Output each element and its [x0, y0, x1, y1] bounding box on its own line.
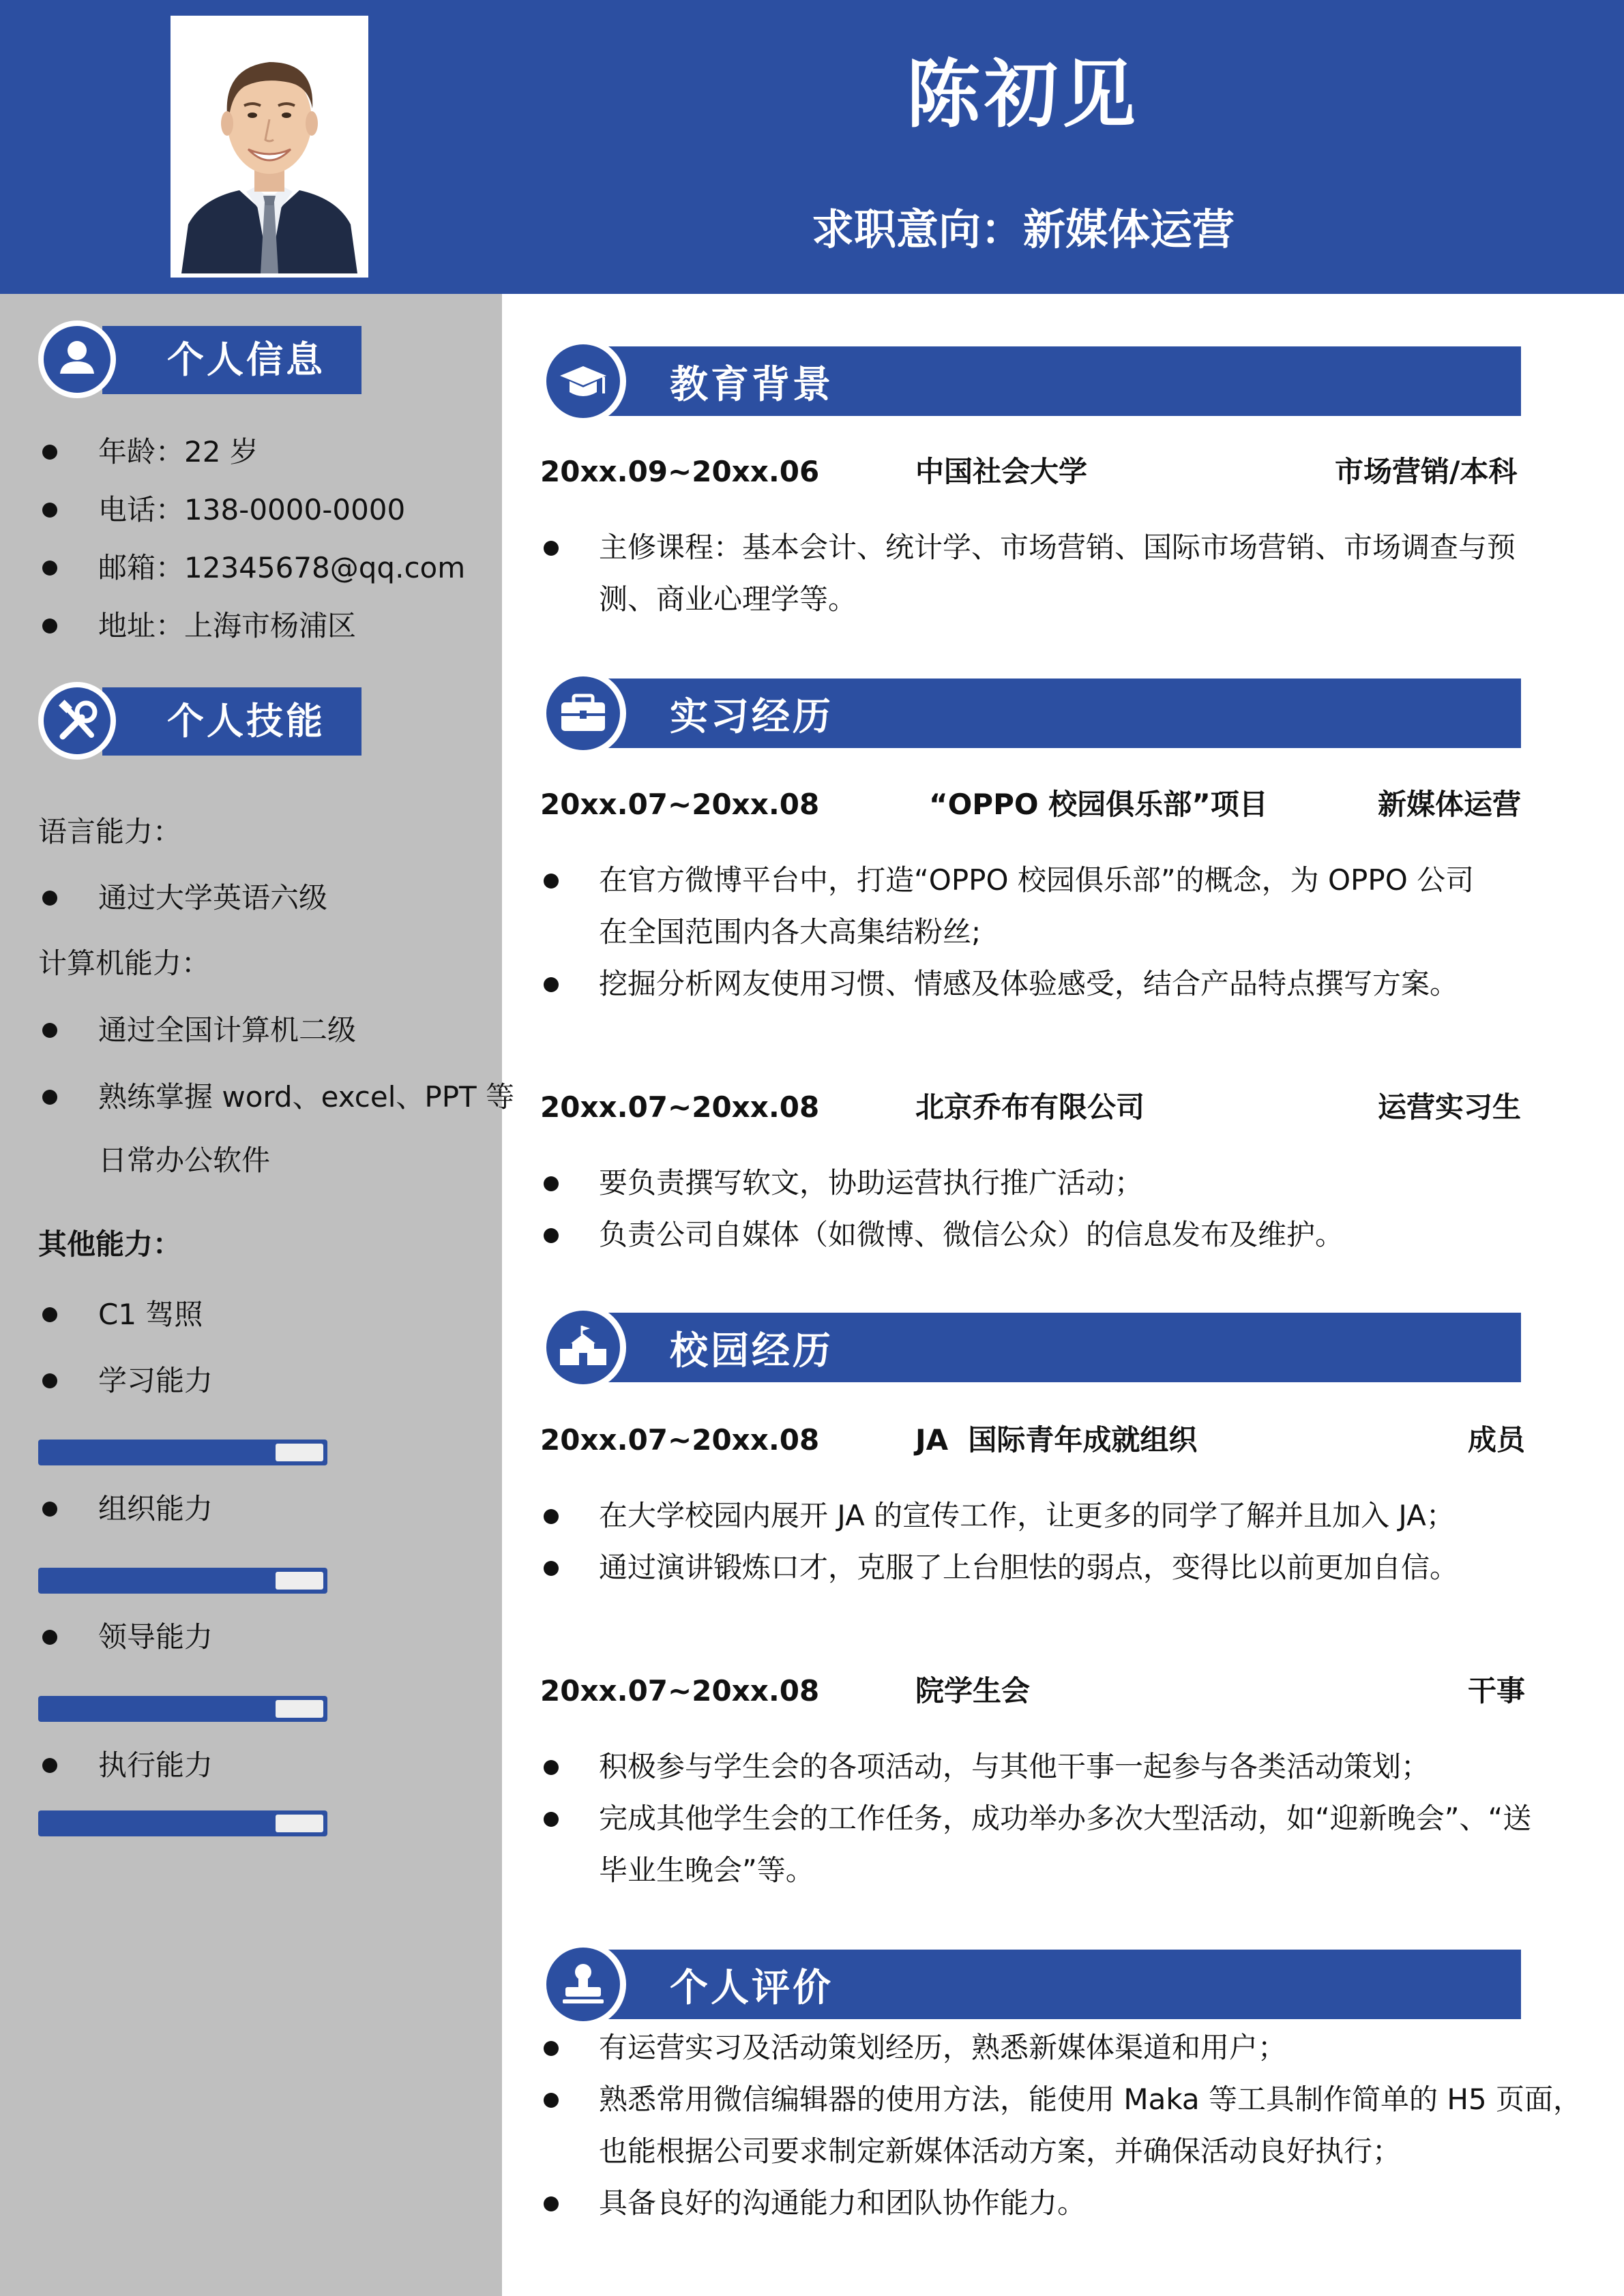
bullet-dot: [42, 1373, 57, 1388]
internship-date: 20xx.07~20xx.08: [540, 1090, 820, 1124]
bullet-dot: [544, 1561, 559, 1576]
ability-bar-remainder: [276, 1815, 323, 1832]
ability-bar: [38, 1696, 327, 1722]
campus-role: 成员: [1468, 1423, 1526, 1457]
evaluation-line: 具备良好的沟通能力和团队协作能力。: [599, 2186, 1087, 2220]
stamp-icon: [540, 1941, 626, 2027]
candidate-name: 陈初见: [906, 53, 1140, 138]
campus-line: 积极参与学生会的各项活动，与其他干事一起参与各类活动策划；: [599, 1750, 1430, 1783]
bullet-dot: [544, 2093, 559, 2108]
ability-label: 组织能力: [98, 1492, 213, 1525]
bullet-dot: [544, 2196, 559, 2211]
job-objective: 求职意向：新媒体运营: [811, 205, 1235, 254]
info-phone: 电话：138-0000-0000: [98, 493, 406, 526]
education-courses-continued: 测、商业心理学等。: [599, 582, 857, 616]
ability-bar-remainder: [276, 1444, 323, 1461]
internship-line: 要负责撰写软文，协助运营执行推广活动；: [599, 1166, 1144, 1199]
education-title: 教育背景: [670, 363, 833, 407]
internship-org: 北京乔布有限公司: [915, 1090, 1145, 1124]
bullet-dot: [544, 874, 559, 889]
ability-label: 学习能力: [98, 1364, 213, 1397]
profile-photo: [175, 20, 364, 273]
internship-line: 挖掘分析网友使用习惯、情感及体验感受，结合产品特点撰写方案。: [599, 967, 1459, 1000]
bullet-dot: [42, 1023, 57, 1038]
bullet-dot: [544, 1760, 559, 1775]
bullet-dot: [544, 2041, 559, 2056]
campus-title: 校园经历: [670, 1329, 833, 1373]
evaluation-title: 个人评价: [670, 1966, 833, 2010]
campus-line: 通过演讲锻炼口才，克服了上台胆怯的弱点，变得比以前更加自信。: [599, 1551, 1459, 1584]
bullet-dot: [42, 561, 57, 576]
ability-label: 执行能力: [98, 1748, 213, 1782]
bullet-dot: [42, 1090, 57, 1105]
internship-title: 实习经历: [670, 695, 833, 739]
bullet-dot: [544, 1228, 559, 1243]
ability-bar: [38, 1810, 327, 1836]
campus-line: 毕业生晚会”等。: [599, 1853, 814, 1887]
ability-bar-remainder: [276, 1700, 323, 1718]
sidebar: [0, 294, 502, 2296]
bullet-dot: [42, 445, 57, 460]
info-email: 邮箱：12345678@qq.com: [98, 551, 466, 584]
ability-bar: [38, 1440, 327, 1465]
bullet-dot: [42, 618, 57, 633]
campus-role: 干事: [1468, 1674, 1526, 1708]
computer-label: 计算机能力：: [38, 946, 211, 980]
info-address: 地址：上海市杨浦区: [98, 609, 357, 642]
education-courses: 主修课程：基本会计、统计学、市场营销、国际市场营销、市场调查与预: [599, 531, 1516, 564]
personal-info-title: 个人信息: [167, 338, 325, 381]
campus-line: 在大学校园内展开 JA 的宣传工作，让更多的同学了解并且加入 JA；: [599, 1499, 1455, 1532]
bullet-dot: [544, 1509, 559, 1524]
education-school: 中国社会大学: [915, 455, 1088, 488]
bullet-dot: [42, 1758, 57, 1773]
internship-role: 运营实习生: [1378, 1090, 1522, 1124]
bullet-dot: [544, 1176, 559, 1191]
bullet-dot: [544, 977, 559, 992]
skills-title: 个人技能: [167, 700, 325, 743]
bullet-dot: [42, 1502, 57, 1517]
ability-label: 领导能力: [98, 1620, 213, 1654]
internship-line: 负责公司自媒体（如微博、微信公众）的信息发布及维护。: [599, 1218, 1344, 1251]
internship-org: “OPPO 校园俱乐部”项目: [929, 788, 1268, 821]
profile-photo-frame: [171, 16, 368, 278]
info-age: 年龄：22 岁: [98, 435, 259, 468]
language-item: 通过大学英语六级: [98, 881, 328, 914]
ability-bar: [38, 1568, 327, 1594]
internship-line: 在官方微博平台中，打造“OPPO 校园俱乐部”的概念，为 OPPO 公司: [599, 863, 1475, 897]
campus-org: JA 国际青年成就组织: [915, 1423, 1198, 1457]
bullet-dot: [42, 891, 57, 906]
bullet-dot: [544, 1812, 559, 1827]
briefcase-icon: [540, 670, 626, 756]
internship-line: 在全国范围内各大高集结粉丝;: [599, 915, 981, 949]
computer-item: 熟练掌握 word、excel、PPT 等: [98, 1080, 515, 1114]
ability-bar-remainder: [276, 1572, 323, 1590]
language-label: 语言能力：: [38, 815, 182, 848]
evaluation-line: 有运营实习及活动策划经历，熟悉新媒体渠道和用户；: [599, 2031, 1287, 2064]
computer-item-continued: 日常办公软件: [98, 1144, 271, 1177]
internship-role: 新媒体运营: [1378, 788, 1522, 821]
evaluation-line: 也能根据公司要求制定新媒体活动方案，并确保活动良好执行；: [599, 2134, 1402, 2168]
other-label: 其他能力：: [38, 1227, 182, 1261]
evaluation-line: 熟悉常用微信编辑器的使用方法，能使用 Maka 等工具制作简单的 H5 页面，: [599, 2083, 1582, 2116]
graduation-cap-icon: [540, 338, 626, 424]
bullet-dot: [42, 1307, 57, 1322]
other-item: C1 驾照: [98, 1298, 203, 1331]
bullet-dot: [42, 1630, 57, 1645]
education-date: 20xx.09~20xx.06: [540, 455, 820, 488]
internship-date: 20xx.07~20xx.08: [540, 788, 820, 821]
bullet-dot: [42, 503, 57, 518]
computer-item: 通过全国计算机二级: [98, 1013, 357, 1047]
campus-line: 完成其他学生会的工作任务，成功举办多次大型活动，如“迎新晚会”、“送: [599, 1802, 1532, 1835]
bullet-dot: [544, 541, 559, 556]
campus-date: 20xx.07~20xx.08: [540, 1423, 820, 1457]
person-icon: [38, 320, 116, 398]
education-major: 市场营销/本科: [1335, 455, 1518, 488]
campus-date: 20xx.07~20xx.08: [540, 1674, 820, 1708]
school-icon: [540, 1304, 626, 1390]
campus-org: 院学生会: [915, 1674, 1031, 1708]
tools-icon: [38, 682, 116, 760]
